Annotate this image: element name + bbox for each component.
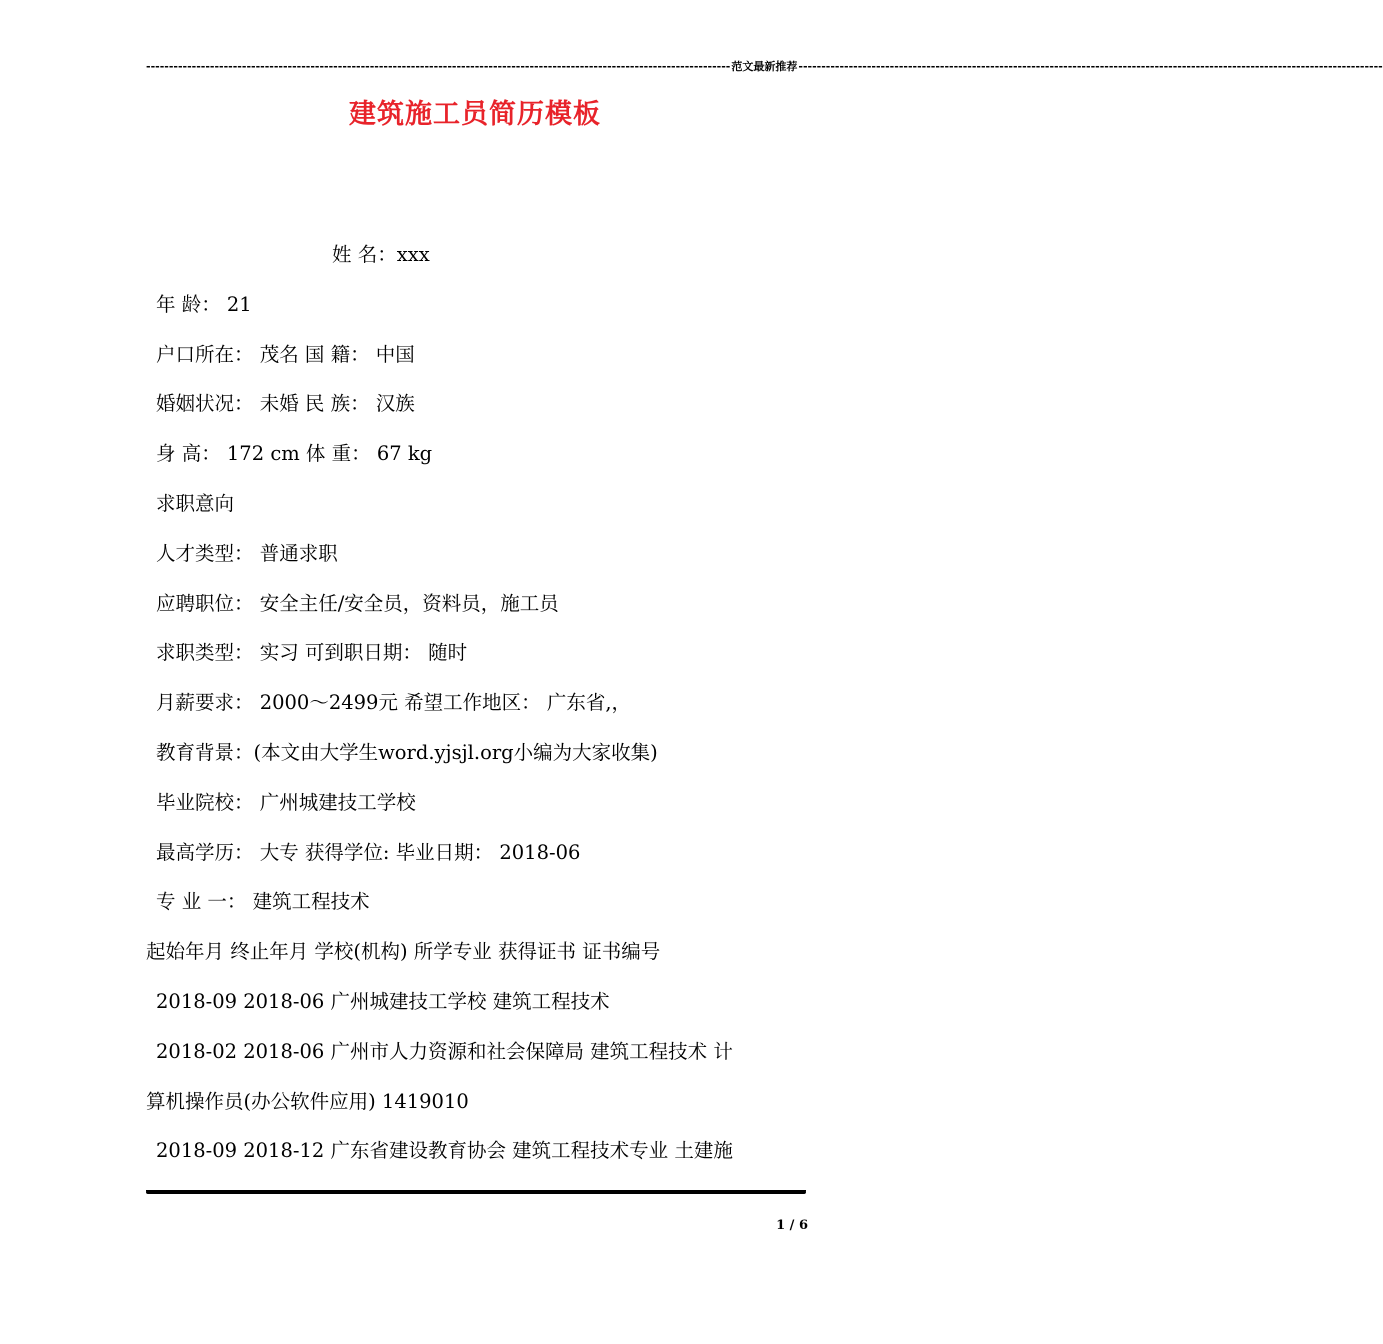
history-entry-1: 2018-09 2018-06 广州城建技工学校 建筑工程技术 xyxy=(156,989,610,1013)
intent-heading: 求职意向 xyxy=(156,491,235,515)
age-line: 年 龄： 21 xyxy=(156,292,252,316)
major-line: 专 业 一： 建筑工程技术 xyxy=(156,890,370,914)
header-dashes-left: -------------------------------------------------------------------------------------------------------------------------------- xyxy=(146,59,731,73)
job-type-line: 求职类型： 实习 可到职日期： 随时 xyxy=(156,641,468,665)
header-dashes-right: -------------------------------------------------------------------------------------------------------------------------------- xyxy=(798,59,1383,73)
talent-type-line: 人才类型： 普通求职 xyxy=(156,541,338,565)
footer-rule xyxy=(146,1190,806,1194)
marital-line: 婚姻状况： 未婚 民 族： 汉族 xyxy=(156,392,415,416)
page-header xyxy=(146,58,1383,74)
hukou-line: 户口所在： 茂名 国 籍： 中国 xyxy=(156,342,415,366)
document-title: 建筑施工员简历模板 xyxy=(349,99,601,130)
history-entry-2: 2018-02 2018-06 广州市人力资源和社会保障局 建筑工程技术 计 xyxy=(156,1039,733,1063)
resume-body xyxy=(146,230,810,1176)
name-line: 姓 名：xxx xyxy=(332,243,430,266)
degree-line: 最高学历： 大专 获得学位: 毕业日期： 2018-06 xyxy=(156,840,581,864)
position-line: 应聘职位： 安全主任/安全员，资料员，施工员 xyxy=(156,591,559,615)
history-entry-3: 2018-09 2018-12 广东省建设教育协会 建筑工程技术专业 土建施 xyxy=(156,1139,733,1163)
history-entry-2-continued: 算机操作员(办公软件应用) 1419010 xyxy=(146,1089,469,1113)
school-line: 毕业院校： 广州城建技工学校 xyxy=(156,790,416,814)
height-line: 身 高： 172 cm 体 重： 67 kg xyxy=(156,442,433,466)
education-line: 教育背景：(本文由大学生word.yjsjl.org小编为大家收集) xyxy=(156,740,658,764)
page-number: 1 / 6 xyxy=(776,1218,808,1233)
history-table-header: 起始年月 终止年月 学校(机构) 所学专业 获得证书 证书编号 xyxy=(146,940,661,964)
header-label: 范文最新推荐 xyxy=(731,60,798,73)
salary-line: 月薪要求： 2000～2499元 希望工作地区： 广东省,， xyxy=(156,691,632,715)
